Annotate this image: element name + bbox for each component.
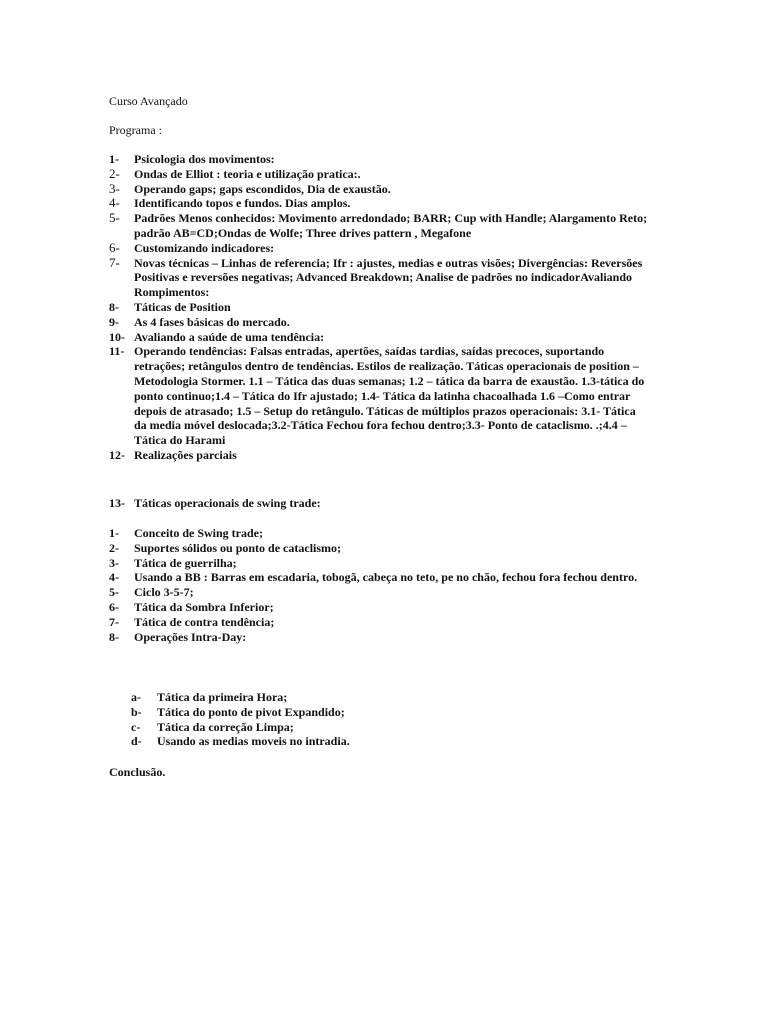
list-item <box>109 570 649 585</box>
list-item <box>109 526 649 541</box>
list-item <box>109 330 649 345</box>
item-text: Usando as medias moveis no intradia. <box>157 734 350 749</box>
item-text: Ondas de Elliot : teoria e utilização pratica:. <box>134 166 361 181</box>
item-number: 3- <box>109 555 119 570</box>
item-text: Tática de contra tendência; <box>134 614 275 629</box>
item-text: Realizações parciais <box>134 447 237 462</box>
list-item <box>109 241 649 256</box>
item-text: Tática de guerrilha; <box>134 555 237 570</box>
item-number: 4- <box>109 195 120 211</box>
item-text: Novas técnicas – Linhas de referencia; Ifr : ajustes, medias e outras visões; Divergências: Reversões Positivas e reversões negativas; Advanced Breakdown; Analise de padrões no indicadorAvaliando Rompimentos: <box>134 255 643 300</box>
item-text: Identificando topos e fundos. Dias amplos. <box>134 196 351 211</box>
list-item <box>109 256 649 300</box>
swing-trade-list <box>109 526 649 644</box>
list-item <box>131 720 531 735</box>
item-text: Operando tendências: Falsas entradas, apertões, saídas tardias, saídas precoces, suportando retrações; retângulos dentro de tendências. Estilos de realização. Táticas operacionais de position – Metodologia Stormer. 1.1 – Tática das duas semanas; 1.2 – tática da barra de exaustão. 1.3-tática do ponto continuo;1.4 – Tática do Ifr ajustado; 1.4- Tática da latinha chacoalhada 1.6 –Como entrar depois de atrasado; 1.5 – Setup do retângulo. Táticas de múltiplos prazos operacionais: 3.1- Tática da media móvel deslocada;3.2-Tática Fechou fora fechou dentro;3.3- Ponto de cataclismo. .;4.4 – Tática do Harami <box>134 344 645 448</box>
list-item <box>109 211 649 241</box>
item-text: Usando a BB : Barras em escadaria, tobogã, cabeça no teto, pe no chão, fechou fora fechou dentro. <box>134 570 638 585</box>
item-number: 7- <box>109 254 120 270</box>
item-text: Tática do ponto de pivot Expandido; <box>157 704 345 719</box>
item-text: Padrões Menos conhecidos: Movimento arredondado; BARR; Cup with Handle; Alargamento Reto; padrão AB=CD;Ondas de Wolfe; Three drives pattern , Megafone <box>134 211 648 240</box>
list-item <box>109 600 649 615</box>
programa-label: Programa : <box>109 123 162 137</box>
main-program-list <box>109 152 649 463</box>
item-number: 5- <box>109 585 119 600</box>
item-text: Customizando indicadores: <box>134 240 275 255</box>
item-text: Suportes sólidos ou ponto de cataclismo; <box>134 540 342 555</box>
list-item <box>109 182 649 197</box>
item-number: 8- <box>109 299 119 314</box>
item-number: 2- <box>109 540 119 555</box>
list-item <box>109 541 649 556</box>
list-item <box>109 152 649 167</box>
item-number: 2- <box>109 165 120 181</box>
item-text: Ciclo 3-5-7; <box>134 585 194 600</box>
item-number: 7- <box>109 614 119 629</box>
list-item <box>109 496 649 511</box>
item-number: 9- <box>109 314 119 329</box>
list-item <box>109 615 649 630</box>
item-text: Operações Intra-Day: <box>134 629 247 644</box>
list-item <box>109 585 649 600</box>
item-letter: d- <box>131 734 142 749</box>
item-text: Avaliando a saúde de uma tendência: <box>134 329 325 344</box>
item-text: Tática da correção Limpa; <box>157 719 294 734</box>
item-number: 12- <box>109 447 125 462</box>
item-number: 3- <box>109 180 120 196</box>
item-number: 8- <box>109 629 119 644</box>
list-item <box>109 556 649 571</box>
list-item <box>131 734 531 749</box>
item-text: Tática da Sombra Inferior; <box>134 599 274 614</box>
item-letter: a- <box>131 690 141 704</box>
list-item <box>109 196 649 211</box>
item-number: 13- <box>109 496 125 510</box>
item-text: Táticas operacionais de swing trade: <box>134 496 321 510</box>
list-item <box>109 630 649 645</box>
list-item <box>109 167 649 182</box>
conclusion-text: Conclusão. <box>109 765 166 779</box>
item-number: 5- <box>109 210 120 226</box>
item-text: Psicologia dos movimentos: <box>134 152 275 166</box>
list-item <box>131 690 531 705</box>
list-item <box>131 705 531 720</box>
item-number: 10- <box>109 329 125 344</box>
list-item <box>109 315 649 330</box>
item-number: 6- <box>109 599 119 614</box>
list-item <box>109 448 649 463</box>
item-number: 1- <box>109 152 119 166</box>
swing-trade-heading <box>109 496 649 511</box>
item-number: 11- <box>109 344 125 359</box>
item-number: 1- <box>109 526 119 540</box>
item-text: Táticas de Position <box>134 299 231 314</box>
item-text: Tática da primeira Hora; <box>157 690 288 704</box>
item-number: 4- <box>109 570 119 585</box>
list-item <box>109 344 649 448</box>
intraday-sublist <box>131 690 531 749</box>
list-item <box>109 300 649 315</box>
item-letter: c- <box>131 719 141 734</box>
item-text: Conceito de Swing trade; <box>134 526 263 540</box>
item-text: As 4 fases básicas do mercado. <box>134 314 290 329</box>
item-number: 6- <box>109 239 120 255</box>
item-letter: b- <box>131 704 142 719</box>
document-title: Curso Avançado <box>109 94 188 108</box>
item-text: Operando gaps; gaps escondidos, Dia de exaustão. <box>134 181 391 196</box>
